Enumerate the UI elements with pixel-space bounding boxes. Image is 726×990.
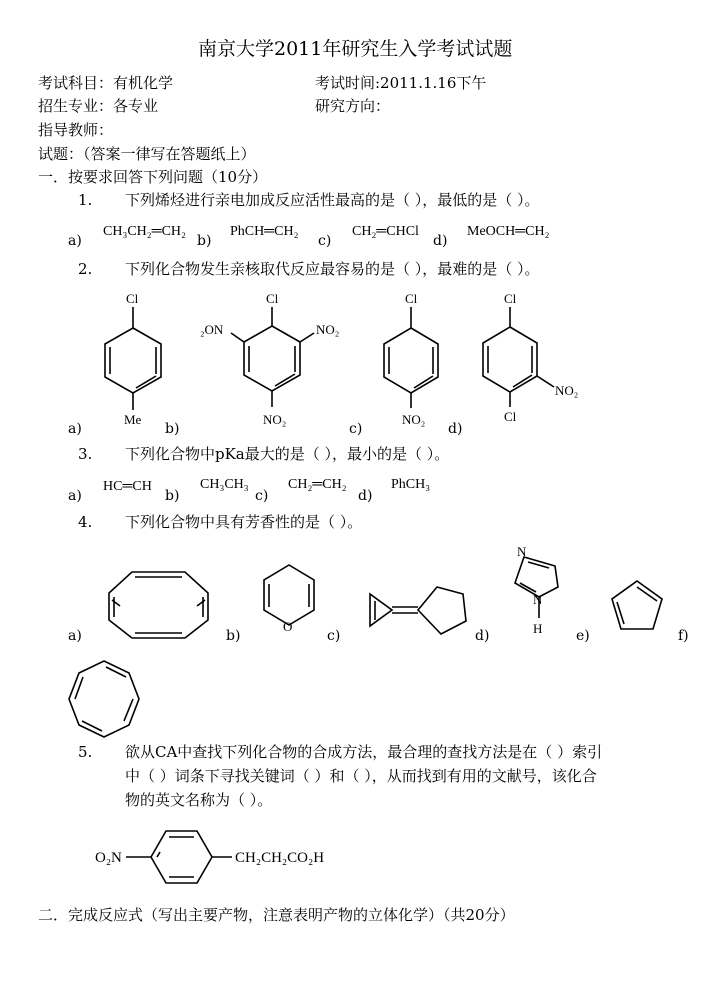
exam-major: 招生专业：各专业 bbox=[38, 97, 159, 115]
section2-heading: 二．完成反应式（写出主要产物，注意表明产物的立体化学）（共20分） bbox=[38, 906, 515, 924]
q4-text: 下列化合物中具有芳香性的是（ ）。 bbox=[125, 513, 363, 531]
q5-left-group: O₂N bbox=[95, 850, 122, 866]
q5-line3: 物的英文名称为（ ）。 bbox=[125, 791, 273, 809]
q4-d-n1: N bbox=[517, 544, 527, 559]
q3-number: 3. bbox=[78, 445, 93, 463]
q3-formula-a: HC═CH bbox=[103, 479, 152, 494]
section1-heading: 一．按要求回答下列问题（10分） bbox=[38, 168, 268, 186]
q3-formula-d: PhCH₃ bbox=[391, 477, 431, 492]
q2-d-top: Cl bbox=[504, 291, 517, 306]
q2-c-top: Cl bbox=[405, 291, 418, 306]
q1-formula-c: CH₂═CHCl bbox=[352, 224, 419, 239]
q2-label-d: d) bbox=[448, 421, 463, 437]
exam-subject: 考试科目：有机化学 bbox=[38, 74, 174, 92]
q3-formula-c: CH₂═CH₂ bbox=[288, 477, 347, 492]
exam-time: 考试时间:2011.1.16下午 bbox=[315, 74, 487, 92]
q2-a-bottom: Me bbox=[124, 412, 142, 427]
q1-text: 下列烯烃进行亲电加成反应活性最高的是（ ），最低的是（ ）。 bbox=[125, 191, 540, 209]
q1-formula-a: CH₃CH₂═CH₂ bbox=[103, 224, 186, 239]
q4-b-oxygen: O bbox=[283, 619, 293, 634]
q4-label-a: a) bbox=[68, 628, 82, 644]
q4-d-h: H bbox=[533, 621, 543, 636]
q5-right-group: CH₂CH₂CO₂H bbox=[235, 850, 325, 866]
q3-label-c: c) bbox=[255, 488, 269, 504]
q3-formula-b: CH₃CH₃ bbox=[200, 477, 249, 492]
q1-formula-d: MeOCH═CH₂ bbox=[467, 224, 550, 239]
q3-label-b: b) bbox=[165, 488, 180, 504]
q4-label-e: e) bbox=[576, 628, 590, 644]
q2-a-top: Cl bbox=[126, 291, 139, 306]
q5-line1: 欲从CA中查找下列化合物的合成方法，最合理的查找方法是在（ ）索引 bbox=[125, 743, 603, 761]
exam-title: 南京大学2011年研究生入学考试试题 bbox=[198, 38, 513, 60]
q2-text: 下列化合物发生亲核取代反应最容易的是（ ），最难的是（ ）。 bbox=[125, 260, 540, 278]
q3-text: 下列化合物中pKa最大的是（ ），最小的是（ ）。 bbox=[125, 445, 450, 463]
q2-b-right: NO₂ bbox=[316, 322, 340, 337]
q2-label-a: a) bbox=[68, 421, 82, 437]
q4-number: 4. bbox=[78, 513, 93, 531]
q1-formula-b: PhCH═CH₂ bbox=[230, 224, 299, 239]
q4-label-b: b) bbox=[226, 628, 241, 644]
q4-label-d: d) bbox=[475, 628, 490, 644]
q5-number: 5. bbox=[78, 743, 93, 761]
q2-b-bottom: NO₂ bbox=[263, 412, 287, 427]
q2-b-left: ₂ON bbox=[200, 322, 224, 337]
q2-label-c: c) bbox=[349, 421, 363, 437]
q3-label-d: d) bbox=[358, 488, 373, 504]
exam-direction: 研究方向： bbox=[315, 97, 391, 115]
q1-label-a: a) bbox=[68, 233, 82, 249]
q4-label-c: c) bbox=[327, 628, 341, 644]
q5-line2: 中（ ）词条下寻找关键词（ ）和（ ），从而找到有用的文献号，该化合 bbox=[125, 767, 597, 785]
q2-d-bottom: Cl bbox=[504, 409, 517, 424]
q2-b-top: Cl bbox=[266, 291, 279, 306]
exam-advisor: 指导教师： bbox=[38, 121, 114, 139]
q1-number: 1. bbox=[78, 191, 93, 209]
q2-d-right: NO₂ bbox=[555, 383, 579, 398]
q1-label-c: c) bbox=[318, 233, 332, 249]
q3-label-a: a) bbox=[68, 488, 82, 504]
q5-molecule bbox=[126, 831, 232, 883]
q4-label-f: f) bbox=[678, 628, 689, 644]
q1-label-b: b) bbox=[197, 233, 212, 249]
q4-d-n2: N bbox=[533, 592, 543, 607]
q1-label-d: d) bbox=[433, 233, 448, 249]
q2-label-b: b) bbox=[165, 421, 180, 437]
exam-instruction: 试题：（答案一律写在答题纸上） bbox=[38, 145, 256, 163]
q2-number: 2. bbox=[78, 260, 93, 278]
q2-c-bottom: NO₂ bbox=[402, 412, 426, 427]
